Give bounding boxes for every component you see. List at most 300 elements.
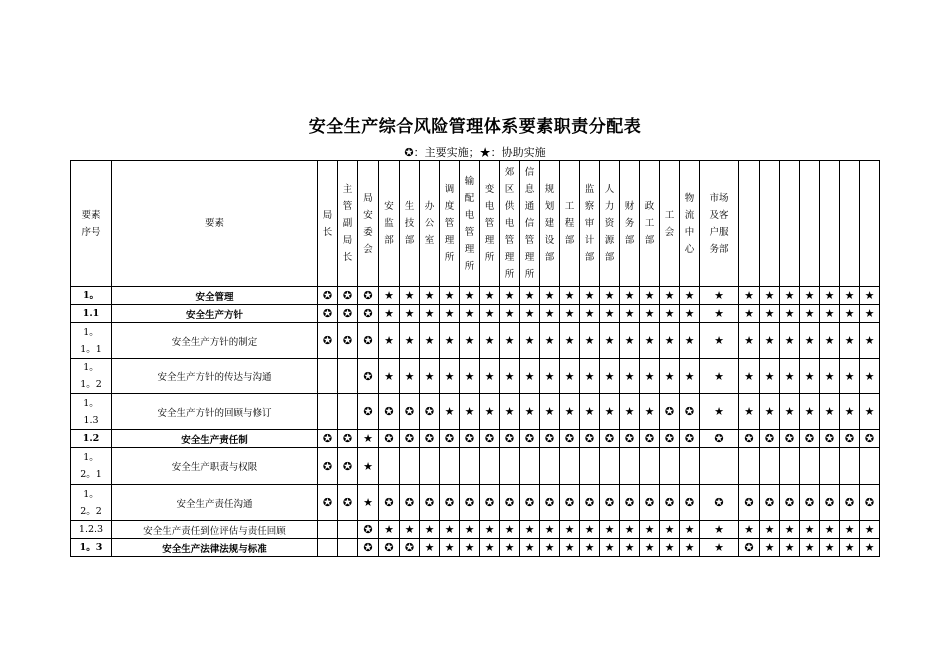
- assist-mark: ★: [760, 323, 780, 359]
- assist-mark: ★: [480, 287, 500, 305]
- empty-cell: [760, 448, 780, 485]
- assist-mark: ★: [620, 521, 640, 539]
- primary-mark: ✪: [318, 448, 338, 485]
- assist-mark: ★: [760, 539, 780, 557]
- header-dept: [840, 161, 860, 287]
- assist-mark: ★: [739, 359, 760, 394]
- assist-mark: ★: [520, 539, 540, 557]
- header-dept: 政工部: [640, 161, 660, 287]
- assist-mark: ★: [820, 323, 840, 359]
- assist-mark: ★: [840, 394, 860, 430]
- primary-mark: ✪: [660, 430, 680, 448]
- assist-mark: ★: [860, 521, 880, 539]
- assist-mark: ★: [460, 359, 480, 394]
- assist-mark: ★: [860, 305, 880, 323]
- assist-mark: ★: [540, 394, 560, 430]
- primary-mark: ✪: [379, 394, 400, 430]
- assist-mark: ★: [820, 359, 840, 394]
- primary-mark: ✪: [680, 394, 700, 430]
- assist-mark: ★: [358, 448, 379, 485]
- assist-mark: ★: [840, 287, 860, 305]
- primary-mark: ✪: [760, 485, 780, 521]
- header-dept: 市场及客户服务部: [700, 161, 739, 287]
- assist-mark: ★: [600, 521, 620, 539]
- element-name: 安全生产责任制: [112, 430, 318, 448]
- primary-mark: ✪: [860, 485, 880, 521]
- assist-mark: ★: [780, 539, 800, 557]
- assist-mark: ★: [379, 323, 400, 359]
- header-element-code: 要素序号: [71, 161, 112, 287]
- assist-mark: ★: [500, 394, 520, 430]
- header-dept: [760, 161, 780, 287]
- primary-mark: ✪: [700, 430, 739, 448]
- header-dept: 信息通信管理所: [520, 161, 540, 287]
- table-header-row: [71, 161, 880, 287]
- assist-mark: ★: [560, 287, 580, 305]
- primary-mark: ✪: [440, 430, 460, 448]
- primary-mark: ✪: [358, 287, 379, 305]
- primary-mark: ✪: [820, 430, 840, 448]
- primary-mark: ✪: [318, 430, 338, 448]
- assist-mark: ★: [500, 539, 520, 557]
- assist-mark: ★: [400, 323, 420, 359]
- assist-mark: ★: [580, 323, 600, 359]
- element-name: 安全生产方针的回顾与修订: [112, 394, 318, 430]
- assist-mark: ★: [700, 394, 739, 430]
- element-name: 安全管理: [112, 287, 318, 305]
- table-row: [71, 305, 880, 323]
- element-name: 安全生产责任到位评估与责任回顾: [112, 521, 318, 539]
- primary-mark: ✪: [660, 485, 680, 521]
- primary-mark: ✪: [540, 485, 560, 521]
- empty-cell: [400, 448, 420, 485]
- assist-mark: ★: [860, 287, 880, 305]
- assist-mark: ★: [440, 323, 460, 359]
- element-code: 1。2。2: [71, 485, 112, 521]
- empty-cell: [820, 448, 840, 485]
- assist-mark: ★: [860, 359, 880, 394]
- assist-mark: ★: [760, 305, 780, 323]
- assist-mark: ★: [620, 287, 640, 305]
- header-dept: [800, 161, 820, 287]
- assist-mark: ★: [560, 521, 580, 539]
- assist-mark: ★: [780, 323, 800, 359]
- assist-mark: ★: [739, 323, 760, 359]
- assist-mark: ★: [580, 287, 600, 305]
- assist-mark: ★: [540, 521, 560, 539]
- header-dept: 物流中心: [680, 161, 700, 287]
- assist-mark: ★: [440, 521, 460, 539]
- assist-mark: ★: [500, 521, 520, 539]
- assist-mark: ★: [600, 539, 620, 557]
- primary-mark: ✪: [338, 430, 358, 448]
- assist-mark: ★: [480, 521, 500, 539]
- assist-mark: ★: [480, 305, 500, 323]
- primary-mark: ✪: [318, 323, 338, 359]
- primary-mark: ✪: [580, 485, 600, 521]
- assist-mark: ★: [560, 323, 580, 359]
- assist-mark: ★: [680, 287, 700, 305]
- assist-mark: ★: [600, 359, 620, 394]
- primary-mark: ✪: [420, 430, 440, 448]
- assist-mark: ★: [700, 539, 739, 557]
- assist-mark: ★: [560, 305, 580, 323]
- assist-mark: ★: [800, 287, 820, 305]
- primary-mark: ✪: [820, 485, 840, 521]
- assist-mark: ★: [780, 359, 800, 394]
- assist-mark: ★: [560, 394, 580, 430]
- header-element-name: 要素: [112, 161, 318, 287]
- primary-mark: ✪: [358, 323, 379, 359]
- primary-mark: ✪: [840, 430, 860, 448]
- assist-mark: ★: [860, 323, 880, 359]
- primary-mark: ✪: [379, 539, 400, 557]
- primary-mark: ✪: [400, 485, 420, 521]
- assist-mark: ★: [540, 359, 560, 394]
- empty-cell: [318, 359, 338, 394]
- empty-cell: [420, 448, 440, 485]
- empty-cell: [780, 448, 800, 485]
- primary-mark: ✪: [358, 521, 379, 539]
- assist-mark: ★: [640, 394, 660, 430]
- assist-mark: ★: [480, 359, 500, 394]
- assist-mark: ★: [780, 305, 800, 323]
- header-dept: 规划建设部: [540, 161, 560, 287]
- primary-mark: ✪: [440, 485, 460, 521]
- empty-cell: [800, 448, 820, 485]
- assist-mark: ★: [700, 305, 739, 323]
- primary-mark: ✪: [680, 430, 700, 448]
- assist-mark: ★: [540, 539, 560, 557]
- header-dept: 郊区供电管理所: [500, 161, 520, 287]
- assist-mark: ★: [700, 521, 739, 539]
- assist-mark: ★: [379, 521, 400, 539]
- assist-mark: ★: [540, 323, 560, 359]
- assist-mark: ★: [440, 305, 460, 323]
- primary-mark: ✪: [560, 485, 580, 521]
- assist-mark: ★: [780, 521, 800, 539]
- assist-mark: ★: [760, 359, 780, 394]
- assist-mark: ★: [820, 521, 840, 539]
- assist-mark: ★: [840, 323, 860, 359]
- primary-mark: ✪: [460, 430, 480, 448]
- assist-mark: ★: [440, 394, 460, 430]
- empty-cell: [379, 448, 400, 485]
- assist-mark: ★: [800, 359, 820, 394]
- assist-mark: ★: [620, 323, 640, 359]
- assist-mark: ★: [400, 521, 420, 539]
- primary-mark: ✪: [580, 430, 600, 448]
- table-row: [71, 485, 880, 521]
- assist-mark: ★: [500, 359, 520, 394]
- primary-mark: ✪: [420, 394, 440, 430]
- header-dept: 监察审计部: [580, 161, 600, 287]
- assist-mark: ★: [840, 359, 860, 394]
- element-name: 安全生产方针: [112, 305, 318, 323]
- assist-mark: ★: [420, 323, 440, 359]
- assist-mark: ★: [520, 394, 540, 430]
- primary-mark: ✪: [338, 448, 358, 485]
- assist-mark: ★: [600, 287, 620, 305]
- assist-mark: ★: [760, 287, 780, 305]
- primary-mark: ✪: [480, 430, 500, 448]
- assist-mark: ★: [420, 359, 440, 394]
- assist-mark: ★: [540, 305, 560, 323]
- assist-mark: ★: [660, 305, 680, 323]
- header-dept: 办公室: [420, 161, 440, 287]
- header-dept: 调度管理所: [440, 161, 460, 287]
- empty-cell: [660, 448, 680, 485]
- element-code: 1。1。2: [71, 359, 112, 394]
- assist-mark: ★: [680, 305, 700, 323]
- primary-mark: ✪: [739, 539, 760, 557]
- primary-mark: ✪: [739, 485, 760, 521]
- assist-mark: ★: [780, 287, 800, 305]
- primary-mark: ✪: [338, 305, 358, 323]
- assist-mark: ★: [739, 521, 760, 539]
- primary-mark: ✪: [520, 430, 540, 448]
- element-code: 1。1.3: [71, 394, 112, 430]
- empty-cell: [840, 448, 860, 485]
- header-dept: [739, 161, 760, 287]
- header-dept: 局安委会: [358, 161, 379, 287]
- primary-mark: ✪: [460, 485, 480, 521]
- element-name: 安全生产方针的传达与沟通: [112, 359, 318, 394]
- header-dept: 生技部: [400, 161, 420, 287]
- assist-mark: ★: [420, 287, 440, 305]
- assist-mark: ★: [580, 521, 600, 539]
- assist-mark: ★: [520, 359, 540, 394]
- assist-mark: ★: [820, 305, 840, 323]
- assist-mark: ★: [580, 359, 600, 394]
- table-row: [71, 323, 880, 359]
- primary-mark: ✪: [520, 485, 540, 521]
- element-code: 1。1。1: [71, 323, 112, 359]
- element-name: 安全生产责任沟通: [112, 485, 318, 521]
- element-code: 1。3: [71, 539, 112, 557]
- assist-mark: ★: [739, 305, 760, 323]
- element-code: 1.1: [71, 305, 112, 323]
- assist-mark: ★: [460, 394, 480, 430]
- primary-mark: ✪: [540, 430, 560, 448]
- primary-mark: ✪: [379, 485, 400, 521]
- assist-mark: ★: [480, 394, 500, 430]
- primary-mark: ✪: [640, 430, 660, 448]
- assist-mark: ★: [840, 521, 860, 539]
- assist-mark: ★: [760, 521, 780, 539]
- assist-mark: ★: [379, 287, 400, 305]
- assist-mark: ★: [580, 539, 600, 557]
- primary-mark: ✪: [500, 430, 520, 448]
- element-name: 安全生产方针的制定: [112, 323, 318, 359]
- empty-cell: [460, 448, 480, 485]
- assist-mark: ★: [560, 359, 580, 394]
- header-dept: 输配电管理所: [460, 161, 480, 287]
- assist-mark: ★: [460, 287, 480, 305]
- primary-mark: ✪: [358, 305, 379, 323]
- header-dept: [780, 161, 800, 287]
- header-dept: 变电管理所: [480, 161, 500, 287]
- primary-mark: ✪: [800, 485, 820, 521]
- assist-mark: ★: [440, 287, 460, 305]
- responsibility-table: [70, 160, 880, 557]
- header-dept: 财务部: [620, 161, 640, 287]
- assist-mark: ★: [680, 521, 700, 539]
- table-row: [71, 521, 880, 539]
- header-dept: 工程部: [560, 161, 580, 287]
- primary-mark: ✪: [780, 430, 800, 448]
- assist-mark: ★: [860, 394, 880, 430]
- assist-mark: ★: [400, 359, 420, 394]
- assist-mark: ★: [680, 359, 700, 394]
- primary-mark: ✪: [338, 287, 358, 305]
- primary-mark: ✪: [640, 485, 660, 521]
- primary-mark: ✪: [620, 485, 640, 521]
- header-dept: 人力资源部: [600, 161, 620, 287]
- primary-mark: ✪: [600, 430, 620, 448]
- empty-cell: [540, 448, 560, 485]
- assist-mark: ★: [800, 305, 820, 323]
- assist-mark: ★: [460, 323, 480, 359]
- primary-mark: ✪: [358, 539, 379, 557]
- primary-mark: ✪: [379, 430, 400, 448]
- assist-mark: ★: [480, 323, 500, 359]
- assist-mark: ★: [700, 287, 739, 305]
- assist-mark: ★: [420, 539, 440, 557]
- primary-mark: ✪: [400, 539, 420, 557]
- assist-mark: ★: [780, 394, 800, 430]
- primary-mark: ✪: [660, 394, 680, 430]
- primary-mark: ✪: [560, 430, 580, 448]
- assist-mark: ★: [480, 539, 500, 557]
- primary-mark: ✪: [318, 305, 338, 323]
- assist-mark: ★: [860, 539, 880, 557]
- assist-mark: ★: [800, 539, 820, 557]
- empty-cell: [318, 521, 338, 539]
- primary-mark: ✪: [500, 485, 520, 521]
- primary-mark: ✪: [400, 394, 420, 430]
- empty-cell: [500, 448, 520, 485]
- header-dept: 安监部: [379, 161, 400, 287]
- table-row: [71, 448, 880, 485]
- assist-mark: ★: [600, 305, 620, 323]
- empty-cell: [580, 448, 600, 485]
- empty-cell: [860, 448, 880, 485]
- assist-mark: ★: [760, 394, 780, 430]
- primary-mark: ✪: [840, 485, 860, 521]
- primary-mark: ✪: [780, 485, 800, 521]
- assist-mark: ★: [660, 539, 680, 557]
- assist-mark: ★: [820, 539, 840, 557]
- assist-mark: ★: [660, 359, 680, 394]
- primary-mark: ✪: [800, 430, 820, 448]
- assist-mark: ★: [560, 539, 580, 557]
- primary-mark: ✪: [860, 430, 880, 448]
- assist-mark: ★: [820, 394, 840, 430]
- assist-mark: ★: [500, 323, 520, 359]
- empty-cell: [560, 448, 580, 485]
- assist-mark: ★: [739, 287, 760, 305]
- assist-mark: ★: [440, 359, 460, 394]
- element-code: 1。2。1: [71, 448, 112, 485]
- assist-mark: ★: [400, 287, 420, 305]
- empty-cell: [620, 448, 640, 485]
- assist-mark: ★: [358, 430, 379, 448]
- primary-mark: ✪: [318, 485, 338, 521]
- assist-mark: ★: [700, 359, 739, 394]
- table-row: [71, 394, 880, 430]
- assist-mark: ★: [379, 305, 400, 323]
- primary-mark: ✪: [318, 287, 338, 305]
- assist-mark: ★: [640, 359, 660, 394]
- assist-mark: ★: [640, 323, 660, 359]
- element-code: 1.2: [71, 430, 112, 448]
- empty-cell: [338, 539, 358, 557]
- assist-mark: ★: [620, 359, 640, 394]
- header-dept: [820, 161, 840, 287]
- header-dept: 工会: [660, 161, 680, 287]
- header-dept: 局长: [318, 161, 338, 287]
- assist-mark: ★: [460, 539, 480, 557]
- assist-mark: ★: [379, 359, 400, 394]
- element-name: 安全生产法律法规与标准: [112, 539, 318, 557]
- assist-mark: ★: [580, 305, 600, 323]
- header-dept: [860, 161, 880, 287]
- assist-mark: ★: [420, 521, 440, 539]
- assist-mark: ★: [420, 305, 440, 323]
- legend-text: ✪：主要实施；★：协助实施: [404, 146, 546, 159]
- assist-mark: ★: [680, 323, 700, 359]
- primary-mark: ✪: [338, 485, 358, 521]
- table-row: [71, 539, 880, 557]
- assist-mark: ★: [520, 521, 540, 539]
- element-name: 安全生产职责与权限: [112, 448, 318, 485]
- assist-mark: ★: [660, 521, 680, 539]
- empty-cell: [440, 448, 460, 485]
- empty-cell: [318, 394, 338, 430]
- assist-mark: ★: [680, 539, 700, 557]
- table-row: [71, 430, 880, 448]
- primary-mark: ✪: [620, 430, 640, 448]
- empty-cell: [700, 448, 739, 485]
- empty-cell: [520, 448, 540, 485]
- assist-mark: ★: [500, 305, 520, 323]
- assist-mark: ★: [640, 521, 660, 539]
- element-code: 1。: [71, 287, 112, 305]
- primary-mark: ✪: [358, 359, 379, 394]
- primary-mark: ✪: [760, 430, 780, 448]
- assist-mark: ★: [840, 539, 860, 557]
- assist-mark: ★: [460, 305, 480, 323]
- primary-mark: ✪: [420, 485, 440, 521]
- assist-mark: ★: [640, 305, 660, 323]
- empty-cell: [338, 394, 358, 430]
- assist-mark: ★: [840, 305, 860, 323]
- assist-mark: ★: [660, 287, 680, 305]
- primary-mark: ✪: [600, 485, 620, 521]
- primary-mark: ✪: [739, 430, 760, 448]
- empty-cell: [680, 448, 700, 485]
- assist-mark: ★: [640, 287, 660, 305]
- assist-mark: ★: [600, 323, 620, 359]
- assist-mark: ★: [600, 394, 620, 430]
- assist-mark: ★: [460, 521, 480, 539]
- document-title: 安全生产综合风险管理体系要素职责分配表: [308, 117, 642, 137]
- primary-mark: ✪: [700, 485, 739, 521]
- empty-cell: [480, 448, 500, 485]
- assist-mark: ★: [800, 394, 820, 430]
- primary-mark: ✪: [680, 485, 700, 521]
